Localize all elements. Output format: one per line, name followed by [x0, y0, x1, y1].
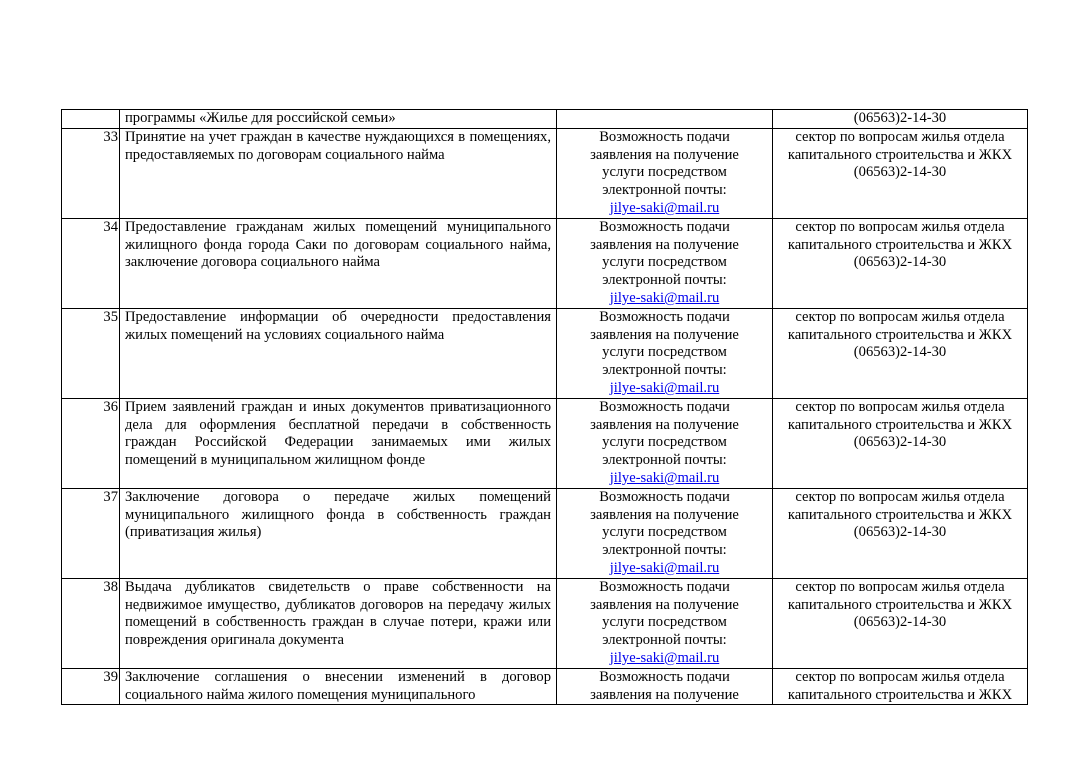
service-name: Заключение соглашения о внесении изменений в договор социального найма жилого помещения муниципального — [120, 668, 557, 705]
email-link[interactable]: jilye-saki@mail.ru — [609, 649, 720, 666]
table-row — [62, 578, 1028, 668]
channel-text-line: заявления на получение — [590, 596, 739, 613]
email-link[interactable]: jilye-saki@mail.ru — [609, 379, 720, 396]
service-name: Заключение договора о передаче жилых помещений муниципального жилищного фонда в собственность граждан (приватизация жилья) — [120, 488, 557, 578]
row-number: 33 — [62, 128, 120, 218]
channel-text-line: заявления на получение — [590, 686, 739, 703]
channel-text-line: Возможность подачи — [599, 308, 730, 325]
table-row — [62, 218, 1028, 308]
email-link[interactable]: jilye-saki@mail.ru — [609, 559, 720, 576]
department-text-line: сектор по вопросам жилья отдела — [795, 128, 1005, 145]
channel-text-line: услуги посредством — [602, 614, 727, 631]
table-row — [62, 128, 1028, 218]
service-name: Выдача дубликатов свидетельств о праве собственности на недвижимое имущество, дубликатов договоров на передачу жилых помещений в собственность граждан в случае потери, кражи или повреждения оригинала документа — [120, 578, 557, 668]
department-text-line: сектор по вопросам жилья отдела — [795, 578, 1005, 595]
channel-text-line: электронной почты: — [602, 272, 727, 289]
row-number: 35 — [62, 308, 120, 398]
application-channel — [557, 308, 773, 398]
email-link[interactable]: jilye-saki@mail.ru — [609, 199, 720, 216]
channel-text-line: заявления на получение — [590, 506, 739, 523]
department-text-line: капитального строительства и ЖКХ — [787, 416, 1013, 433]
channel-text-line: Возможность подачи — [599, 488, 730, 505]
department-text-line: (06563)2-14-30 — [853, 524, 947, 541]
channel-text-line: электронной почты: — [602, 182, 727, 199]
service-name: программы «Жилье для российской семьи» — [120, 110, 557, 129]
application-channel — [557, 488, 773, 578]
channel-text-line: электронной почты: — [602, 632, 727, 649]
department-text-line: капитального строительства и ЖКХ — [787, 686, 1013, 703]
department-text-line: сектор по вопросам жилья отдела — [795, 308, 1005, 325]
service-name: Предоставление информации об очередности предоставления жилых помещений на условиях социального найма — [120, 308, 557, 398]
application-channel — [557, 128, 773, 218]
channel-text-line: Возможность подачи — [599, 128, 730, 145]
department-text-line: капитального строительства и ЖКХ — [787, 596, 1013, 613]
row-number: 36 — [62, 398, 120, 488]
responsible-department — [773, 398, 1028, 488]
email-link[interactable]: jilye-saki@mail.ru — [609, 289, 720, 306]
department-text-line: сектор по вопросам жилья отдела — [795, 218, 1005, 235]
channel-text-line: Возможность подачи — [599, 398, 730, 415]
table-row — [62, 398, 1028, 488]
row-number: 37 — [62, 488, 120, 578]
application-channel — [557, 398, 773, 488]
responsible-department — [773, 110, 1028, 129]
table-row — [62, 488, 1028, 578]
channel-text-line: заявления на получение — [590, 236, 739, 253]
department-text-line: капитального строительства и ЖКХ — [787, 326, 1013, 343]
channel-text-line: электронной почты: — [602, 452, 727, 469]
row-number: 38 — [62, 578, 120, 668]
department-text-line: капитального строительства и ЖКХ — [787, 506, 1013, 523]
service-name: Принятие на учет граждан в качестве нуждающихся в помещениях, предоставляемых по договорам социального найма — [120, 128, 557, 218]
department-text-line: (06563)2-14-30 — [853, 164, 947, 181]
responsible-department — [773, 128, 1028, 218]
department-text-line: сектор по вопросам жилья отдела — [795, 668, 1005, 685]
service-name: Предоставление гражданам жилых помещений муниципального жилищного фонда города Саки по договорам социального найма, заключение договора социального найма — [120, 218, 557, 308]
channel-text-line: заявления на получение — [590, 146, 739, 163]
responsible-department — [773, 668, 1028, 705]
department-text-line: (06563)2-14-30 — [853, 344, 947, 361]
channel-text-line: Возможность подачи — [599, 578, 730, 595]
channel-text-line: услуги посредством — [602, 524, 727, 541]
channel-text-line: электронной почты: — [602, 542, 727, 559]
department-text-line: сектор по вопросам жилья отдела — [795, 398, 1005, 415]
channel-text-line: услуги посредством — [602, 434, 727, 451]
responsible-department — [773, 488, 1028, 578]
channel-text-line: услуги посредством — [602, 254, 727, 271]
row-number: 34 — [62, 218, 120, 308]
department-text-line: (06563)2-14-30 — [853, 110, 947, 126]
application-channel — [557, 218, 773, 308]
department-text-line: (06563)2-14-30 — [853, 434, 947, 451]
application-channel — [557, 668, 773, 705]
channel-text-line: Возможность подачи — [599, 218, 730, 235]
table-row — [62, 668, 1028, 705]
application-channel — [557, 110, 773, 129]
channel-text-line: заявления на получение — [590, 326, 739, 343]
channel-text-line: электронной почты: — [602, 362, 727, 379]
responsible-department — [773, 218, 1028, 308]
department-text-line: капитального строительства и ЖКХ — [787, 146, 1013, 163]
channel-text-line: услуги посредством — [602, 164, 727, 181]
services-table — [61, 109, 1028, 705]
row-number: 39 — [62, 668, 120, 705]
application-channel — [557, 578, 773, 668]
service-name: Прием заявлений граждан и иных документов приватизационного дела для оформления бесплатной передачи в собственность граждан Российской Федерации занимаемых ими жилых помещений в муниципальном жилищном фонде — [120, 398, 557, 488]
channel-text-line: услуги посредством — [602, 344, 727, 361]
responsible-department — [773, 578, 1028, 668]
channel-text-line: Возможность подачи — [599, 668, 730, 685]
department-text-line: (06563)2-14-30 — [853, 254, 947, 271]
department-text-line: капитального строительства и ЖКХ — [787, 236, 1013, 253]
table-row — [62, 110, 1028, 129]
responsible-department — [773, 308, 1028, 398]
department-text-line: (06563)2-14-30 — [853, 614, 947, 631]
channel-text-line: заявления на получение — [590, 416, 739, 433]
row-number — [62, 110, 120, 129]
services-table-body — [62, 110, 1028, 705]
table-row — [62, 308, 1028, 398]
email-link[interactable]: jilye-saki@mail.ru — [609, 469, 720, 486]
department-text-line: сектор по вопросам жилья отдела — [795, 488, 1005, 505]
